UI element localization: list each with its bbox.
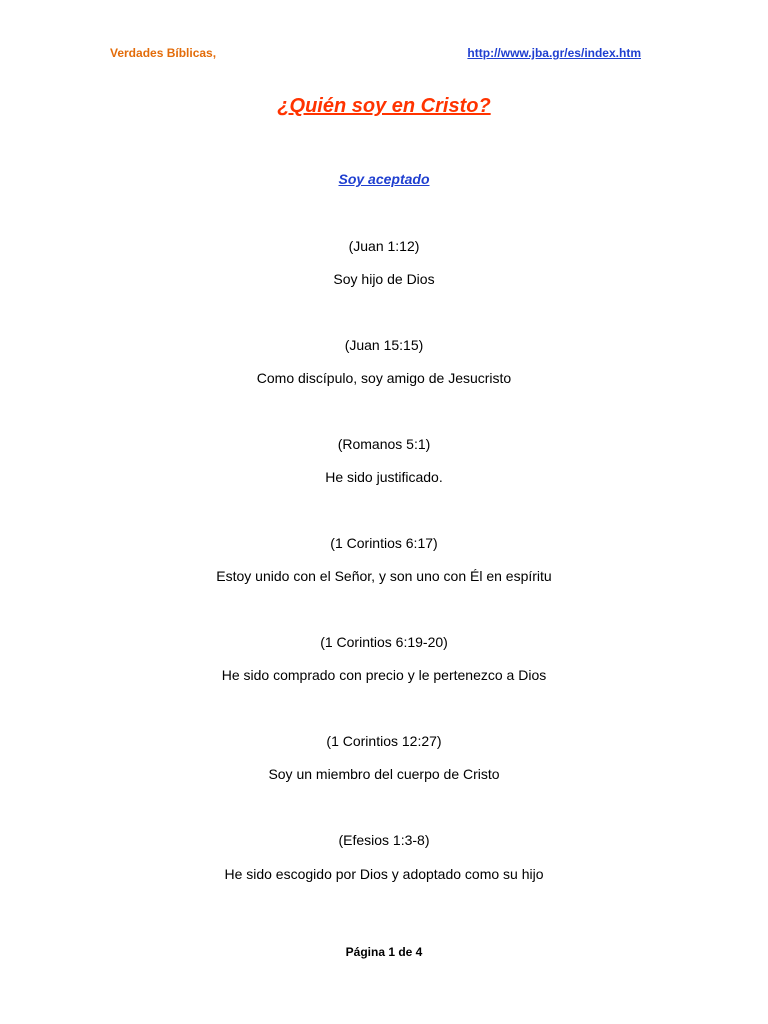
header-title: Verdades Bíblicas,	[110, 46, 217, 60]
entry-reference: (1 Corintios 12:27)	[326, 733, 442, 749]
entry-reference: (Efesios 1:3-8)	[338, 832, 430, 848]
entry-reference: (Romanos 5:1)	[337, 436, 431, 452]
entry-text: Soy hijo de Dios	[333, 271, 435, 287]
entry-text: He sido escogido por Dios y adoptado como su hijo	[224, 866, 544, 882]
entry-reference: (Juan 15:15)	[344, 337, 424, 353]
entry-reference: (1 Corintios 6:19-20)	[320, 634, 448, 650]
entry-reference: (1 Corintios 6:17)	[330, 535, 438, 551]
entry-text: Soy un miembro del cuerpo de Cristo	[268, 766, 500, 782]
header-website-link[interactable]: http://www.jba.gr/es/index.htm	[467, 46, 641, 60]
entry-text: He sido justificado.	[325, 469, 443, 485]
entry-reference: (Juan 1:12)	[348, 238, 420, 254]
entry-text: Como discípulo, soy amigo de Jesucristo	[256, 370, 512, 386]
page-header	[110, 46, 641, 64]
entry-text: Estoy unido con el Señor, y son uno con Él en espíritu	[216, 568, 552, 584]
entry-text: He sido comprado con precio y le pertenezco a Dios	[221, 667, 547, 683]
section-title[interactable]: Soy aceptado	[338, 171, 430, 187]
document-title: ¿Quién soy en Cristo?	[277, 95, 491, 117]
page-number: Página 1 de 4	[345, 945, 423, 959]
